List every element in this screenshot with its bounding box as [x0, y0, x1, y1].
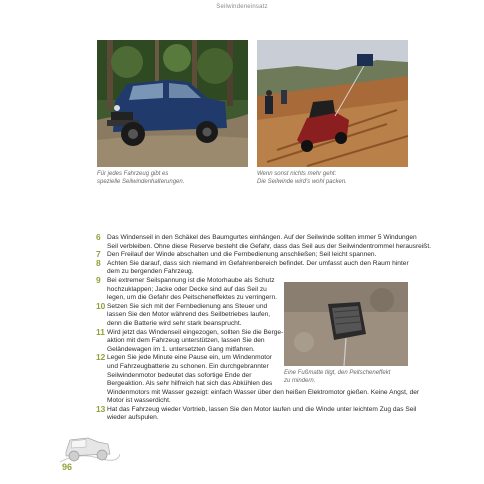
photo-caption: Wenn sonst nichts mehr geht: Die Seilwinde wird's wohl packen.	[257, 171, 347, 185]
photo-red-defender	[257, 40, 408, 167]
step-number: 8	[96, 257, 101, 268]
jeep-sketch-illustration	[58, 428, 120, 464]
page-number: 96	[62, 462, 73, 472]
step-number: 12	[96, 352, 106, 363]
steps-list	[96, 234, 436, 423]
step-item: 12 Legen Sie jede Minute eine Pause ein, um Windenmotor und Fahrzeugbatterie zu schonen. Ein durchgebrannter Seilwindenmotor bedeutet das sofortige Ende der Bergeaktion. Als sehr hilfreich hat sich das Abkühlen des Windenmotors mit Wasser gezeigt: einfach Wasser über den heißen Elektromotor gießen. Keine Angst, der Motor ist wasserdicht.	[96, 352, 420, 405]
step-item: 7 Den Freilauf der Winde abschalten und die Fernbedienung anschließen; Seil leicht spannen.	[96, 249, 377, 260]
step-item: 11 Wird jetzt das Windenseil eingezogen, sollten Sie die Berge- aktion mit dem Fahrzeug unterstützen, lassen Sie den Geländewagen im 1. untersetzten Gang mitfahren.	[96, 326, 284, 353]
photo-blue-suv	[97, 40, 248, 167]
step-item: 6 Das Windenseil in den Schäkel des Baumgurtes einhängen. Auf der Seilwinde sollten immer 5 Windungen Seil verbleiben. Ohne diese Reserve besteht die Gefahr, dass das Seil aus der Seilwindentrommel herausreißt.	[96, 232, 431, 250]
step-number: 11	[96, 326, 105, 337]
step-item: 13 Hat das Fahrzeug wieder Vortrieb, lassen Sie den Motor laufen und die Winde unter leichtem Zug das Seil wieder aufspulen.	[96, 403, 417, 422]
photo-caption: Für jedes Fahrzeug gibt es spezielle Seilwindenhalterungen.	[97, 171, 185, 185]
step-number: 7	[96, 249, 101, 260]
step-number: 10	[96, 300, 106, 311]
step-number: 9	[96, 274, 101, 285]
step-item: 9 Bei extremer Seilspannung ist die Motorhaube als Schutz hochzuklappen; Jacke oder Decke sind auf das Seil zu legen, um die Gefahr des Peitscheneffektes zu verringern.	[96, 274, 277, 302]
step-item: 8 Achten Sie darauf, dass sich niemand im Gefahrenbereich befindet. Der umfasst auch den Raum hinter dem zu bergenden Fahrzeug.	[96, 257, 409, 276]
step-item: 10 Setzen Sie sich mit der Fernbedienung ans Steuer und lassen Sie den Motor während des Seilbetriebes laufen, denn die Batterie wird sehr stark beansprucht.	[96, 300, 271, 327]
step-number: 6	[96, 232, 101, 242]
photo-caption: Eine Fußmatte tilgt, den Peitscheneffekt zu mindern.	[284, 370, 391, 384]
step-number: 13	[96, 403, 106, 414]
running-head: Seilwindeneinsatz	[216, 4, 268, 10]
